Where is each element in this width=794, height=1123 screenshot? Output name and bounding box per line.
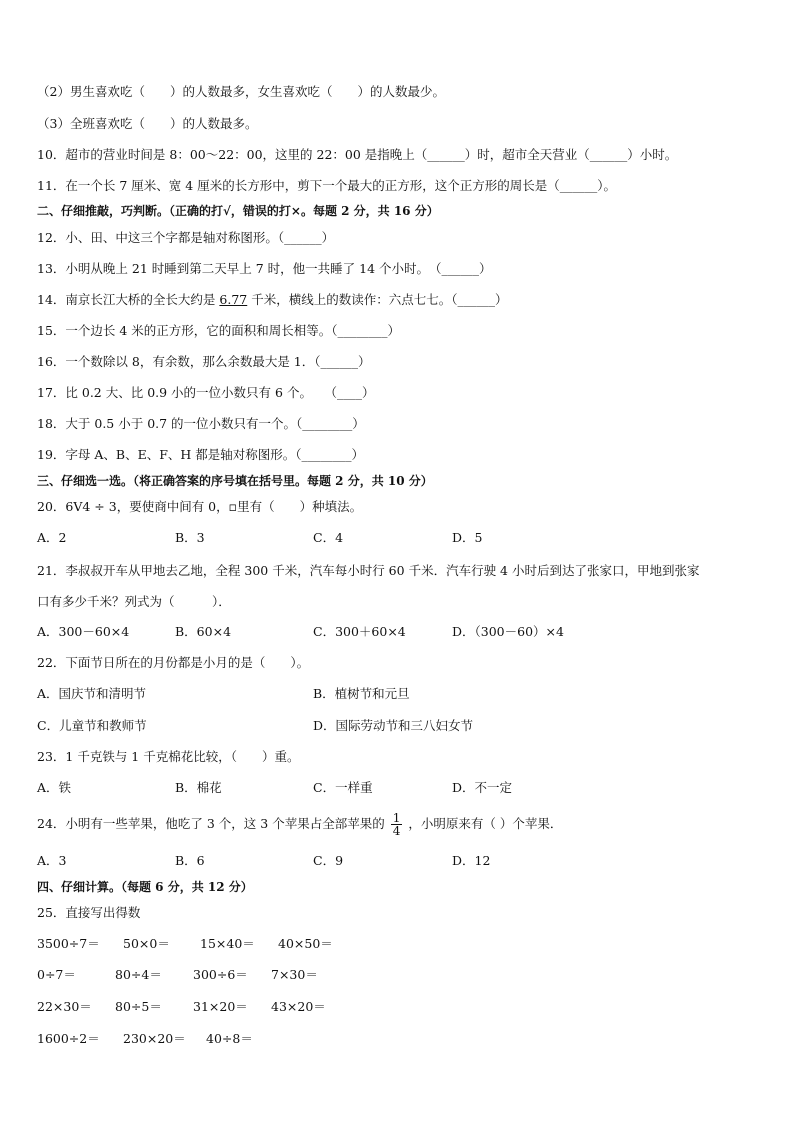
question-16: 16．一个数除以 8，有余数，那么余数最大是 1．（______） (37, 354, 371, 369)
q22-option-a: A．国庆节和清明节 (37, 686, 147, 701)
question-13: 13．小明从晚上 21 时睡到第二天早上 7 时，他一共睡了 14 个小时。 （______） (37, 261, 492, 276)
q22-option-c: C．儿童节和教师节 (37, 718, 147, 733)
question-14-text-a: 14．南京长江大桥的全长大约是 (37, 292, 220, 307)
fraction-numerator: 1 (392, 811, 401, 825)
calc-r1-c4: 40×50＝ (278, 936, 333, 951)
question-14-text-b: 千米，横线上的数读作：六点七七。（______） (247, 292, 508, 307)
question-12: 12．小、田、中这三个字都是轴对称图形。（______） (37, 230, 335, 245)
q24-option-c: C．9 (313, 853, 344, 868)
question-10: 10．超市的营业时间是 8：00～22：00，这里的 22：00 是指晚上（______）时，超市全天营业（______）小时。 (37, 147, 678, 162)
question-22: 22．下面节日所在的月份都是小月的是（ ）。 (37, 655, 310, 670)
q21-option-d: D．（300－60）×4 (452, 624, 564, 639)
question-11: 11．在一个长 7 厘米、宽 4 厘米的长方形中，剪下一个最大的正方形，这个正方形的周长是（______）。 (37, 178, 616, 193)
calc-r4-c2: 230×20＝ (123, 1031, 186, 1046)
q23-option-c: C．一样重 (313, 780, 373, 795)
q22-option-d: D．国际劳动节和三八妇女节 (313, 718, 474, 733)
calc-r2-c1: 0÷7＝ (37, 967, 76, 982)
calc-r2-c2: 80÷4＝ (115, 967, 162, 982)
calc-r1-c2: 50×0＝ (123, 936, 170, 951)
q22-option-b: B．植树节和元旦 (313, 686, 410, 701)
question-17: 17．比 0.2 大、比 0.9 小的一位小数只有 6 个。 （____） (37, 385, 375, 400)
q20-option-d: D．5 (452, 530, 483, 545)
question-24-text-a: 24．小明有一些苹果，他吃了 3 个，这 3 个苹果占全部苹果的 (37, 816, 385, 831)
calc-r4-c3: 40÷8＝ (206, 1031, 253, 1046)
question-19: 19．字母 A、B、E、F、H 都是轴对称图形。（________） (37, 447, 365, 462)
calc-r1-c3: 15×40＝ (200, 936, 255, 951)
q20-option-c: C．4 (313, 530, 344, 545)
q24-option-b: B．6 (175, 853, 205, 868)
calc-r3-c1: 22×30＝ (37, 999, 92, 1014)
calc-r1-c1: 3500÷7＝ (37, 936, 100, 951)
q23-option-d: D．不一定 (452, 780, 513, 795)
question-25: 25．直接写出得数 (37, 905, 141, 920)
q20-option-b: B．3 (175, 530, 205, 545)
calc-r3-c3: 31×20＝ (193, 999, 248, 1014)
question-20: 20．6V4 ÷ 3，要使商中间有 0，▫里有（ ）种填法。 (37, 499, 363, 514)
question-21-line-2: 口有多少千米？列式为（ ）． (37, 594, 231, 609)
q24-option-d: D．12 (452, 853, 491, 868)
q20-option-a: A．2 (37, 530, 67, 545)
line-q9-2: （2）男生喜欢吃（ ）的人数最多，女生喜欢吃（ ）的人数最少。 (37, 84, 445, 99)
q21-option-b: B．60×4 (175, 624, 232, 639)
question-14-underlined-number: 6.77 (219, 292, 248, 307)
calc-r3-c4: 43×20＝ (271, 999, 326, 1014)
q24-option-a: A．3 (37, 853, 67, 868)
calc-r3-c2: 80÷5＝ (115, 999, 162, 1014)
section-2-heading: 二、仔细推敲，巧判断。（正确的打√，错误的打×。每题 2 分，共 16 分） (37, 204, 439, 218)
section-3-heading: 三、仔细选一选。（将正确答案的序号填在括号里。每题 2 分，共 10 分） (37, 474, 433, 488)
question-24 (37, 810, 562, 838)
q23-option-a: A．铁 (37, 780, 72, 795)
calc-r4-c1: 1600÷2＝ (37, 1031, 100, 1046)
question-21-line-1: 21．李叔叔开车从甲地去乙地，全程 300 千米，汽车每小时行 60 千米．汽车行驶 4 小时后到达了张家口，甲地到张家 (37, 563, 700, 578)
fraction-one-quarter (391, 812, 403, 837)
q21-option-a: A．300－60×4 (37, 624, 130, 639)
calc-r2-c3: 300÷6＝ (193, 967, 248, 982)
question-15: 15．一个边长 4 米的正方形，它的面积和周长相等。（________） (37, 323, 401, 338)
question-24-text-b: ，小明原来有（ ）个苹果． (408, 816, 563, 831)
calc-r2-c4: 7×30＝ (271, 967, 318, 982)
fraction-denominator: 4 (392, 824, 401, 838)
q21-option-c: C．300＋60×4 (313, 624, 406, 639)
q23-option-b: B．棉花 (175, 780, 222, 795)
line-q9-3: （3）全班喜欢吃（ ）的人数最多。 (37, 116, 258, 131)
question-14 (37, 292, 507, 308)
question-18: 18．大于 0.5 小于 0.7 的一位小数只有一个。（________） (37, 416, 365, 431)
question-23: 23．1 千克铁与 1 千克棉花比较，（ ）重。 (37, 749, 300, 764)
section-4-heading: 四、仔细计算。（每题 6 分，共 12 分） (37, 880, 253, 894)
